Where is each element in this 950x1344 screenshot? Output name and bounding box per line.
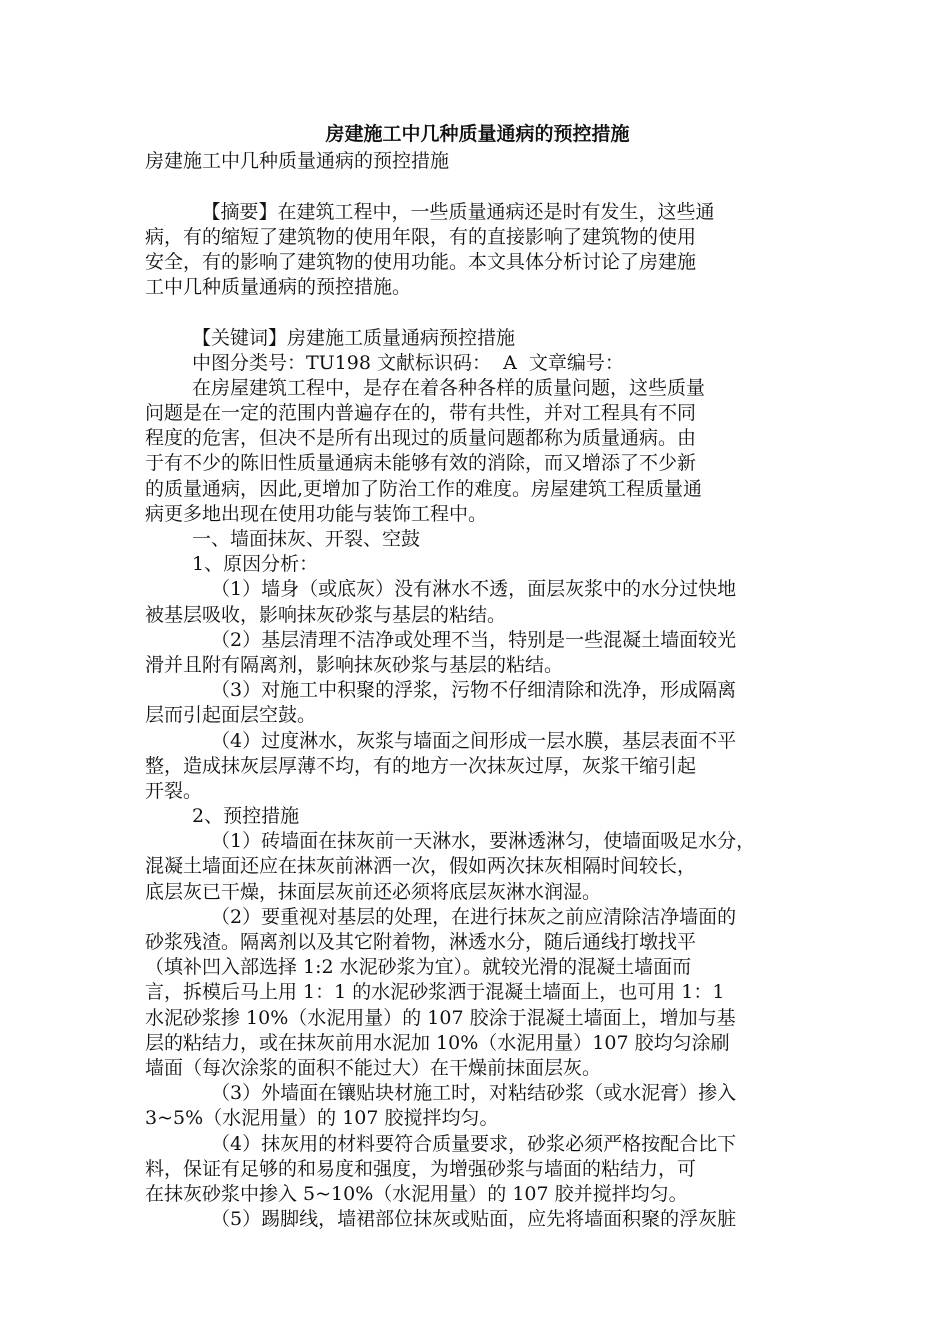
blank-line <box>145 300 810 325</box>
section-heading: 一、墙面抹灰、开裂、空鼓 <box>192 528 421 551</box>
intro-paragraph <box>145 376 810 527</box>
intro-line: 病更多地出现在使用功能与装饰工程中。 <box>145 502 488 525</box>
intro-line: 的质量通病，因此,更增加了防治工作的难度。房屋建筑工程质量通 <box>145 477 703 500</box>
document-body <box>145 122 810 1232</box>
abstract-line: 病，有的缩短了建筑物的使用年限，有的直接影响了建筑物的使用 <box>145 225 697 248</box>
measure-line: 底层灰已干燥，抹面层灰前还必须将底层灰淋水润湿。 <box>145 880 602 903</box>
measure-line: 料，保证有足够的和易度和强度，为增强砂浆与墙面的粘结力，可 <box>145 1157 697 1180</box>
cause-line: （3）对施工中积聚的浮浆，污物不仔细清除和洗净，形成隔离 <box>211 679 737 702</box>
measure-line: （4）抹灰用的材料要符合质量要求，砂浆必须严格按配合比下 <box>211 1132 737 1155</box>
measure-line: 层的粘结力，或在抹灰前用水泥加 10%（水泥用量）107 胶均匀涂刷 <box>145 1031 730 1054</box>
measure-line: 在抹灰砂浆中掺入 5~10%（水泥用量）的 107 胶并搅拌均匀。 <box>145 1182 688 1205</box>
measure-item <box>145 1207 810 1232</box>
cause-item <box>145 729 810 805</box>
cause-item <box>145 628 810 678</box>
blank-line <box>145 174 810 199</box>
intro-line: 程度的危害，但决不是所有出现过的质量问题都称为质量通病。由 <box>145 427 697 450</box>
cause-line: （2）基层清理不洁净或处理不当，特别是一些混凝土墙面较光 <box>211 628 737 651</box>
cause-line: （1）墙身（或底灰）没有淋水不透，面层灰浆中的水分过快地 <box>211 578 737 601</box>
cause-line: 滑并且附有隔离剂，影响抹灰砂浆与基层的粘结。 <box>145 653 564 676</box>
measure-line: （填补凹入部选择 1:2 水泥砂浆为宜）。就较光滑的混凝土墙面而 <box>145 956 692 979</box>
measure-line: （1）砖墙面在抹灰前一天淋水，要淋透淋匀，使墙面吸足水分， <box>211 830 756 853</box>
classification-line: 中图分类号：TU198 文献标识码： A 文章编号： <box>192 351 624 374</box>
intro-line: 问题是在一定的范围内普遍存在的，带有共性，并对工程具有不同 <box>145 402 697 425</box>
cause-line: 开裂。 <box>145 779 203 802</box>
abstract-line: 安全，有的影响了建筑物的使用功能。本文具体分析讨论了房建施 <box>145 250 697 273</box>
cause-line: 层而引起面层空鼓。 <box>145 704 317 727</box>
cause-line: 被基层吸收，影响抹灰砂浆与基层的粘结。 <box>145 603 507 626</box>
cause-line: （4）过度淋水，灰浆与墙面之间形成一层水膜，基层表面不平 <box>211 729 737 752</box>
cause-line: 整，造成抹灰层厚薄不均，有的地方一次抹灰过厚，灰浆干缩引起 <box>145 754 697 777</box>
measure-line: （2）要重视对基层的处理，在进行抹灰之前应清除洁净墙面的 <box>211 905 737 928</box>
measure-line: 3~5%（水泥用量）的 107 胶搅拌均匀。 <box>145 1107 499 1130</box>
abstract-paragraph <box>145 200 810 301</box>
measure-item <box>145 905 810 1081</box>
keywords-line: 【关键词】房建施工质量通病预控措施 <box>192 326 516 349</box>
measure-line: （5）踢脚线，墙裙部位抹灰或贴面，应先将墙面积聚的浮灰脏 <box>211 1208 737 1231</box>
measure-item <box>145 829 810 905</box>
intro-line: 于有不少的陈旧性质量通病未能够有效的消除，而又增添了不少新 <box>145 452 697 475</box>
measure-line: 墙面（每次涂浆的面积不能过大）在干燥前抹面层灰。 <box>145 1056 602 1079</box>
measure-item <box>145 1132 810 1208</box>
measure-item <box>145 1081 810 1131</box>
document-subtitle: 房建施工中几种质量通病的预控措施 <box>145 150 450 173</box>
abstract-line: 【摘要】在建筑工程中，一些质量通病还是时有发生，这些通 <box>192 200 715 223</box>
intro-line: 在房屋建筑工程中，是存在着各种各样的质量问题，这些质量 <box>192 376 706 399</box>
subsection-heading: 1、原因分析： <box>192 553 319 576</box>
measure-line: 混凝土墙面还应在抹灰前淋洒一次，假如两次抹灰相隔时间较长， <box>145 855 697 878</box>
document-title: 房建施工中几种质量通病的预控措施 <box>325 123 630 145</box>
measure-line: 砂浆残渣。隔离剂以及其它附着物，淋透水分，随后通线打墩找平 <box>145 931 697 954</box>
measure-line: （3）外墙面在镶贴块材施工时，对粘结砂浆（或水泥膏）掺入 <box>211 1082 737 1105</box>
abstract-line: 工中几种质量通病的预控措施。 <box>145 276 412 299</box>
cause-item <box>145 577 810 627</box>
measure-line: 言，拆模后马上用 1：1 的水泥砂浆洒于混凝土墙面上，也可用 1：1 <box>145 981 725 1004</box>
cause-item <box>145 678 810 728</box>
measure-line: 水泥砂浆掺 10%（水泥用量）的 107 胶涂于混凝土墙面上，增加与基 <box>145 1006 736 1029</box>
subsection-heading: 2、预控措施 <box>192 805 300 828</box>
